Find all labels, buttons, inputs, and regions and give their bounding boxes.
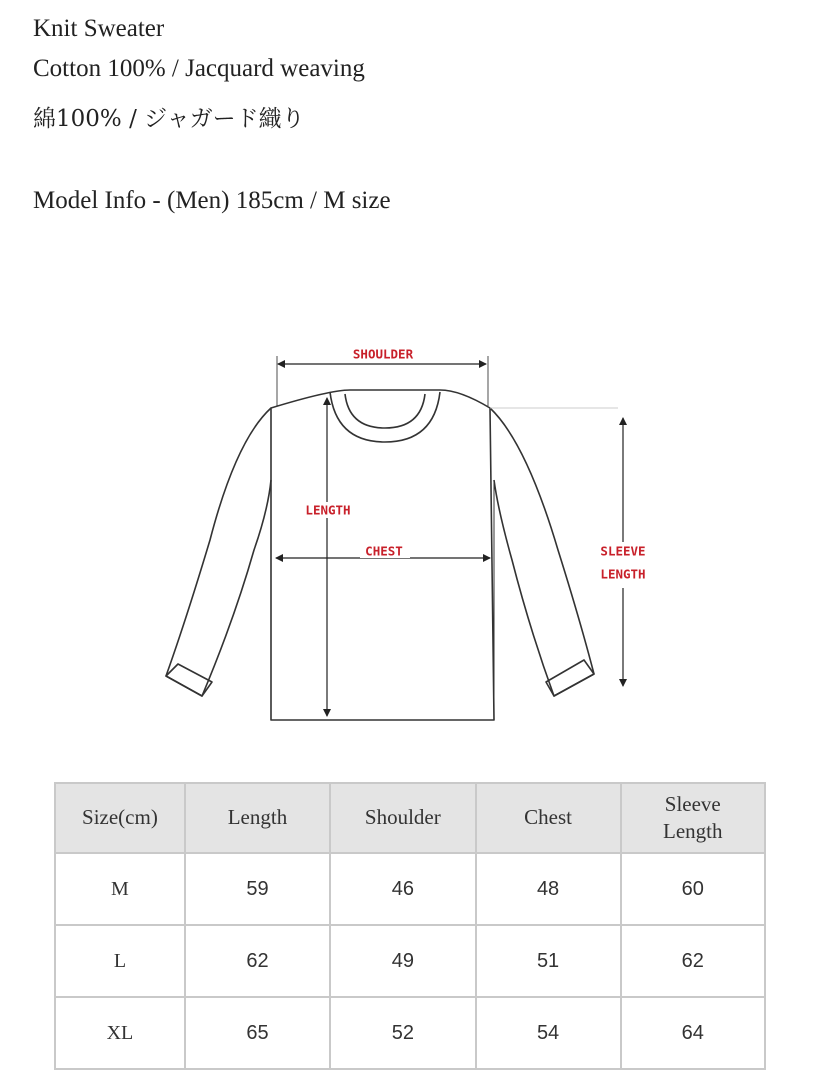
length-cell: 59 <box>185 853 330 925</box>
table-row <box>55 997 765 1069</box>
chest-cell: 48 <box>476 853 621 925</box>
size-chart-table <box>54 782 766 1070</box>
length-cell: 62 <box>185 925 330 997</box>
chest-cell: 51 <box>476 925 621 997</box>
header-sleeve-length <box>621 783 765 853</box>
header-chest: Chest <box>476 783 621 853</box>
sleeve-length-cell: 62 <box>621 925 765 997</box>
model-info: Model Info - (Men) 185cm / M size <box>33 187 391 214</box>
chest-cell: 54 <box>476 997 621 1069</box>
chest-label: CHEST <box>365 543 403 559</box>
shoulder-cell: 49 <box>330 925 476 997</box>
product-material: Cotton 100% / Jacquard weaving <box>33 55 365 82</box>
length-cell: 65 <box>185 997 330 1069</box>
header-shoulder: Shoulder <box>330 783 476 853</box>
size-cell: XL <box>55 997 185 1069</box>
product-title: Knit Sweater <box>33 15 165 42</box>
header-sleeve-length-text: Sleeve Length <box>663 791 723 843</box>
size-cell: M <box>55 853 185 925</box>
sleeve-length-cell: 60 <box>621 853 765 925</box>
sweater-measurement-diagram <box>150 330 670 730</box>
header-size: Size(cm) <box>55 783 185 853</box>
size-cell: L <box>55 925 185 997</box>
header-length: Length <box>185 783 330 853</box>
shoulder-cell: 46 <box>330 853 476 925</box>
table-header-row <box>55 783 765 853</box>
sleeve-length-cell: 64 <box>621 997 765 1069</box>
shoulder-cell: 52 <box>330 997 476 1069</box>
table-row <box>55 925 765 997</box>
product-material-japanese: 綿100% / ジャガード織り <box>33 106 305 132</box>
shoulder-label: SHOULDER <box>352 346 414 362</box>
table-row <box>55 853 765 925</box>
sleeve-label-line2: LENGTH <box>600 566 646 582</box>
length-label: LENGTH <box>305 502 351 518</box>
sleeve-label-line1: SLEEVE <box>600 543 646 559</box>
